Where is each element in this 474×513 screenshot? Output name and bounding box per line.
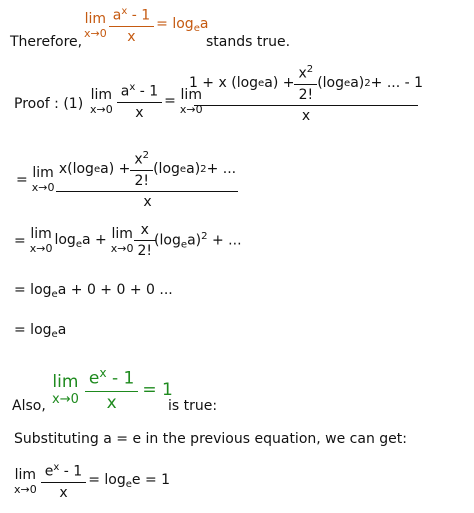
fraction: $\frac{e^x - 1}{x}$	[43, 462, 84, 501]
limit-operator: lim x→0	[110, 226, 134, 256]
proof-label: Proof : (1)	[14, 96, 84, 112]
final-expression: lim x→0 $\frac{e^x - 1}{x}$ = $\log_ee = 1$	[14, 462, 171, 501]
limit-operator: lim x→0	[52, 371, 79, 407]
fraction: $\frac{a^x - 1}{x}$	[111, 6, 152, 45]
orange-limit-formula: lim x→0 $\frac{a^x - 1}{x}$ = $\log_ea$	[84, 6, 209, 45]
stands-true-label: stands true.	[206, 34, 291, 50]
limit-operator: lim x→0	[29, 226, 53, 256]
step4-expression: = $\log_ea + 0 + 0 + 0$ ...	[14, 282, 173, 301]
therefore-label: Therefore,	[10, 34, 83, 50]
proof-lhs: lim x→0 $\frac{a^x - 1}{x}$ = lim x→0	[90, 82, 203, 121]
step3-expression: = lim x→0 $\log_ea$ + lim x→0 $\frac{x}{2!}$ $(\log_ea)^2$ + ...	[14, 222, 242, 260]
green-limit-formula: lim x→0 $\frac{e^x - 1}{x}$ = 1	[52, 366, 173, 414]
limit-operator: lim x→0	[84, 10, 107, 40]
proof-rhs-fraction: 1 + x (log e a) + $\frac{x^2}{2!}$ (log e a) 2 + ... - 1 x	[188, 64, 424, 124]
fraction: $\frac{a^x - 1}{x}$	[119, 82, 160, 121]
limit-operator: lim x→0	[179, 86, 203, 116]
substituting-text: Substituting a = e in the previous equation, we can get:	[14, 431, 407, 447]
limit-operator: lim x→0	[14, 466, 37, 496]
also-label: Also,	[12, 398, 46, 414]
limit-operator: lim x→0	[90, 86, 113, 116]
fraction: $\frac{x}{2!}$	[136, 222, 155, 259]
fraction: $\frac{e^x - 1}{x}$	[87, 366, 136, 414]
fraction: x(log e a) + $\frac{x^2}{2!}$ (log e a) 2 + ... x	[58, 150, 236, 210]
step5-expression: = $\log_ea$	[14, 322, 67, 341]
is-true-label: is true:	[168, 398, 218, 414]
step2-expression: = lim x→0 x(log e a) + $\frac{x^2}{2!}$ (log e a) 2 + ... x	[16, 150, 236, 210]
limit-operator: lim x→0	[31, 165, 55, 195]
